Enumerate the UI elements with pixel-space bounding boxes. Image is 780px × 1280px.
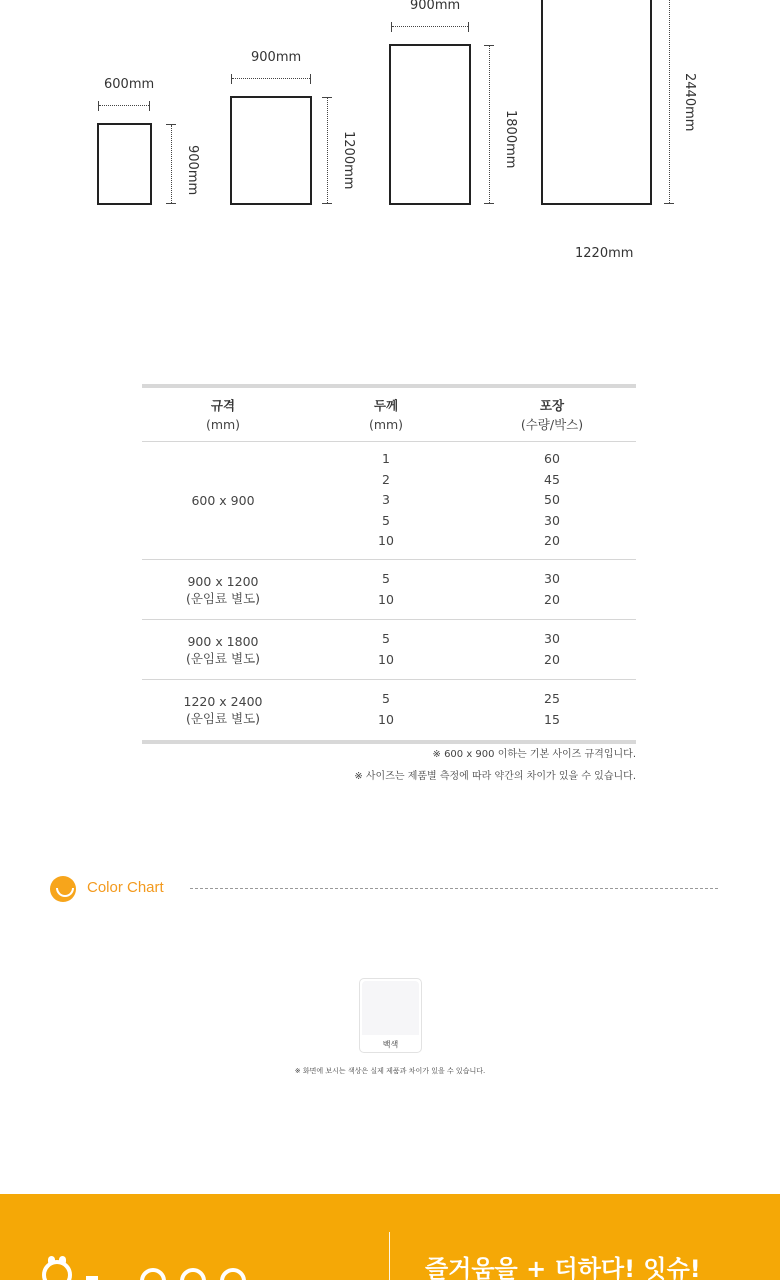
thickness-value: 5 xyxy=(382,570,390,586)
diagram-4-rect xyxy=(541,0,652,205)
spec-note: ※ 600 x 900 이하는 기본 사이즈 규격입니다. xyxy=(432,749,636,760)
thickness-cell xyxy=(304,629,468,670)
diagram-4-height-dimension xyxy=(664,0,674,204)
packing-value: 20 xyxy=(544,591,560,607)
packing-value: 25 xyxy=(544,691,560,707)
thickness-value: 2 xyxy=(382,471,390,487)
size-value: 1220 x 2400 xyxy=(183,694,263,709)
size-value: 900 x 1800 xyxy=(187,633,259,649)
footer-banner xyxy=(0,1194,780,1280)
size-note: (운임료 별도) xyxy=(185,711,261,726)
packing-value: 20 xyxy=(544,651,560,667)
diagram-2-width-dimension xyxy=(231,74,311,84)
diagram-3-height-dimension xyxy=(484,45,494,204)
packing-cell xyxy=(468,449,636,552)
header-thickness-unit: (mm) xyxy=(368,416,404,432)
thickness-value: 3 xyxy=(382,492,390,508)
diagram-1-width-dimension xyxy=(98,101,150,111)
header-packing xyxy=(468,396,636,434)
color-chart-header xyxy=(50,876,718,902)
thickness-value: 5 xyxy=(382,512,390,528)
header-thickness xyxy=(304,396,468,434)
diagram-1-rect xyxy=(97,123,152,205)
thickness-cell xyxy=(304,449,468,552)
diagram-3-width-label: 900mm xyxy=(410,0,461,13)
size-value: 900 x 1200 xyxy=(187,573,259,589)
table-row xyxy=(142,680,636,740)
size-note: (운임료 별도) xyxy=(185,650,261,666)
thickness-value: 10 xyxy=(378,651,394,667)
diagram-3-rect xyxy=(389,44,471,205)
table-row xyxy=(142,620,636,680)
dotted-divider xyxy=(190,888,718,889)
thickness-cell xyxy=(304,689,468,730)
size-note: (운임료 별도) xyxy=(185,590,261,606)
header-thickness-title: 두께 xyxy=(373,397,399,413)
spec-table-header xyxy=(142,388,636,442)
thickness-value: 5 xyxy=(382,630,390,646)
diagram-1-height-dimension xyxy=(166,124,176,204)
packing-value: 30 xyxy=(544,570,560,586)
smile-icon xyxy=(50,876,76,902)
size-cell xyxy=(142,633,304,667)
spec-notes xyxy=(354,744,636,788)
brand-logo-icon xyxy=(42,1260,72,1280)
header-packing-title: 포장 xyxy=(539,397,565,413)
thickness-value: 1 xyxy=(382,451,390,467)
packing-value: 50 xyxy=(544,492,560,508)
size-cell xyxy=(142,573,304,607)
size-value: 600 x 900 xyxy=(191,493,255,508)
diagram-3-height-label: 1800mm xyxy=(503,110,518,169)
packing-cell xyxy=(468,689,636,730)
diagram-2-height-dimension xyxy=(322,97,332,204)
brand-logo-circle xyxy=(180,1268,206,1280)
packing-cell xyxy=(468,569,636,610)
thickness-value: 10 xyxy=(378,533,394,549)
brand-logo-dash xyxy=(86,1276,98,1280)
packing-value: 30 xyxy=(544,630,560,646)
size-cell xyxy=(142,492,304,509)
table-row xyxy=(142,442,636,560)
diagram-1-width-label: 600mm xyxy=(104,77,155,92)
diagram-2-width-label: 900mm xyxy=(251,50,302,65)
spec-note: ※ 사이즈는 제품별 측정에 따라 약간의 차이가 있을 수 있습니다. xyxy=(354,771,636,782)
swatch-label: 백색 xyxy=(382,1040,399,1049)
color-chart-title: Color Chart xyxy=(87,879,164,896)
header-size xyxy=(142,396,304,434)
footer-divider xyxy=(389,1232,390,1280)
size-cell xyxy=(142,693,304,727)
brand-logo-circle xyxy=(220,1268,246,1280)
packing-value: 30 xyxy=(544,512,560,528)
table-row xyxy=(142,560,636,620)
thickness-value: 5 xyxy=(382,691,390,707)
diagram-1-height-label: 900mm xyxy=(185,145,200,196)
diagram-3-width-dimension xyxy=(391,22,469,32)
diagram-4-width-label: 1220mm xyxy=(575,246,634,261)
color-chart-note: ※ 화면에 보시는 색상은 실제 제품과 차이가 있을 수 있습니다. xyxy=(294,1067,486,1075)
thickness-value: 10 xyxy=(378,591,394,607)
color-swatch-white[interactable] xyxy=(359,978,422,1053)
diagram-2-rect xyxy=(230,96,312,205)
packing-cell xyxy=(468,629,636,670)
thickness-cell xyxy=(304,569,468,610)
packing-value: 20 xyxy=(544,533,560,549)
thickness-value: 10 xyxy=(378,712,394,727)
header-size-title: 규격 xyxy=(210,397,236,413)
brand-logo-circle xyxy=(140,1268,166,1280)
packing-value: 45 xyxy=(544,471,560,487)
packing-value: 15 xyxy=(544,712,560,727)
footer-slogan: 즐거움을 + 더하다! 잇슈! xyxy=(425,1255,701,1280)
header-packing-unit: (수량/박스) xyxy=(520,416,584,432)
diagram-4-height-label: 2440mm xyxy=(682,73,697,132)
spec-table xyxy=(142,384,636,744)
size-diagrams xyxy=(0,0,780,300)
header-size-unit: (mm) xyxy=(205,416,241,432)
swatch-color xyxy=(362,981,419,1035)
diagram-2-height-label: 1200mm xyxy=(341,131,356,190)
packing-value: 60 xyxy=(544,451,560,467)
